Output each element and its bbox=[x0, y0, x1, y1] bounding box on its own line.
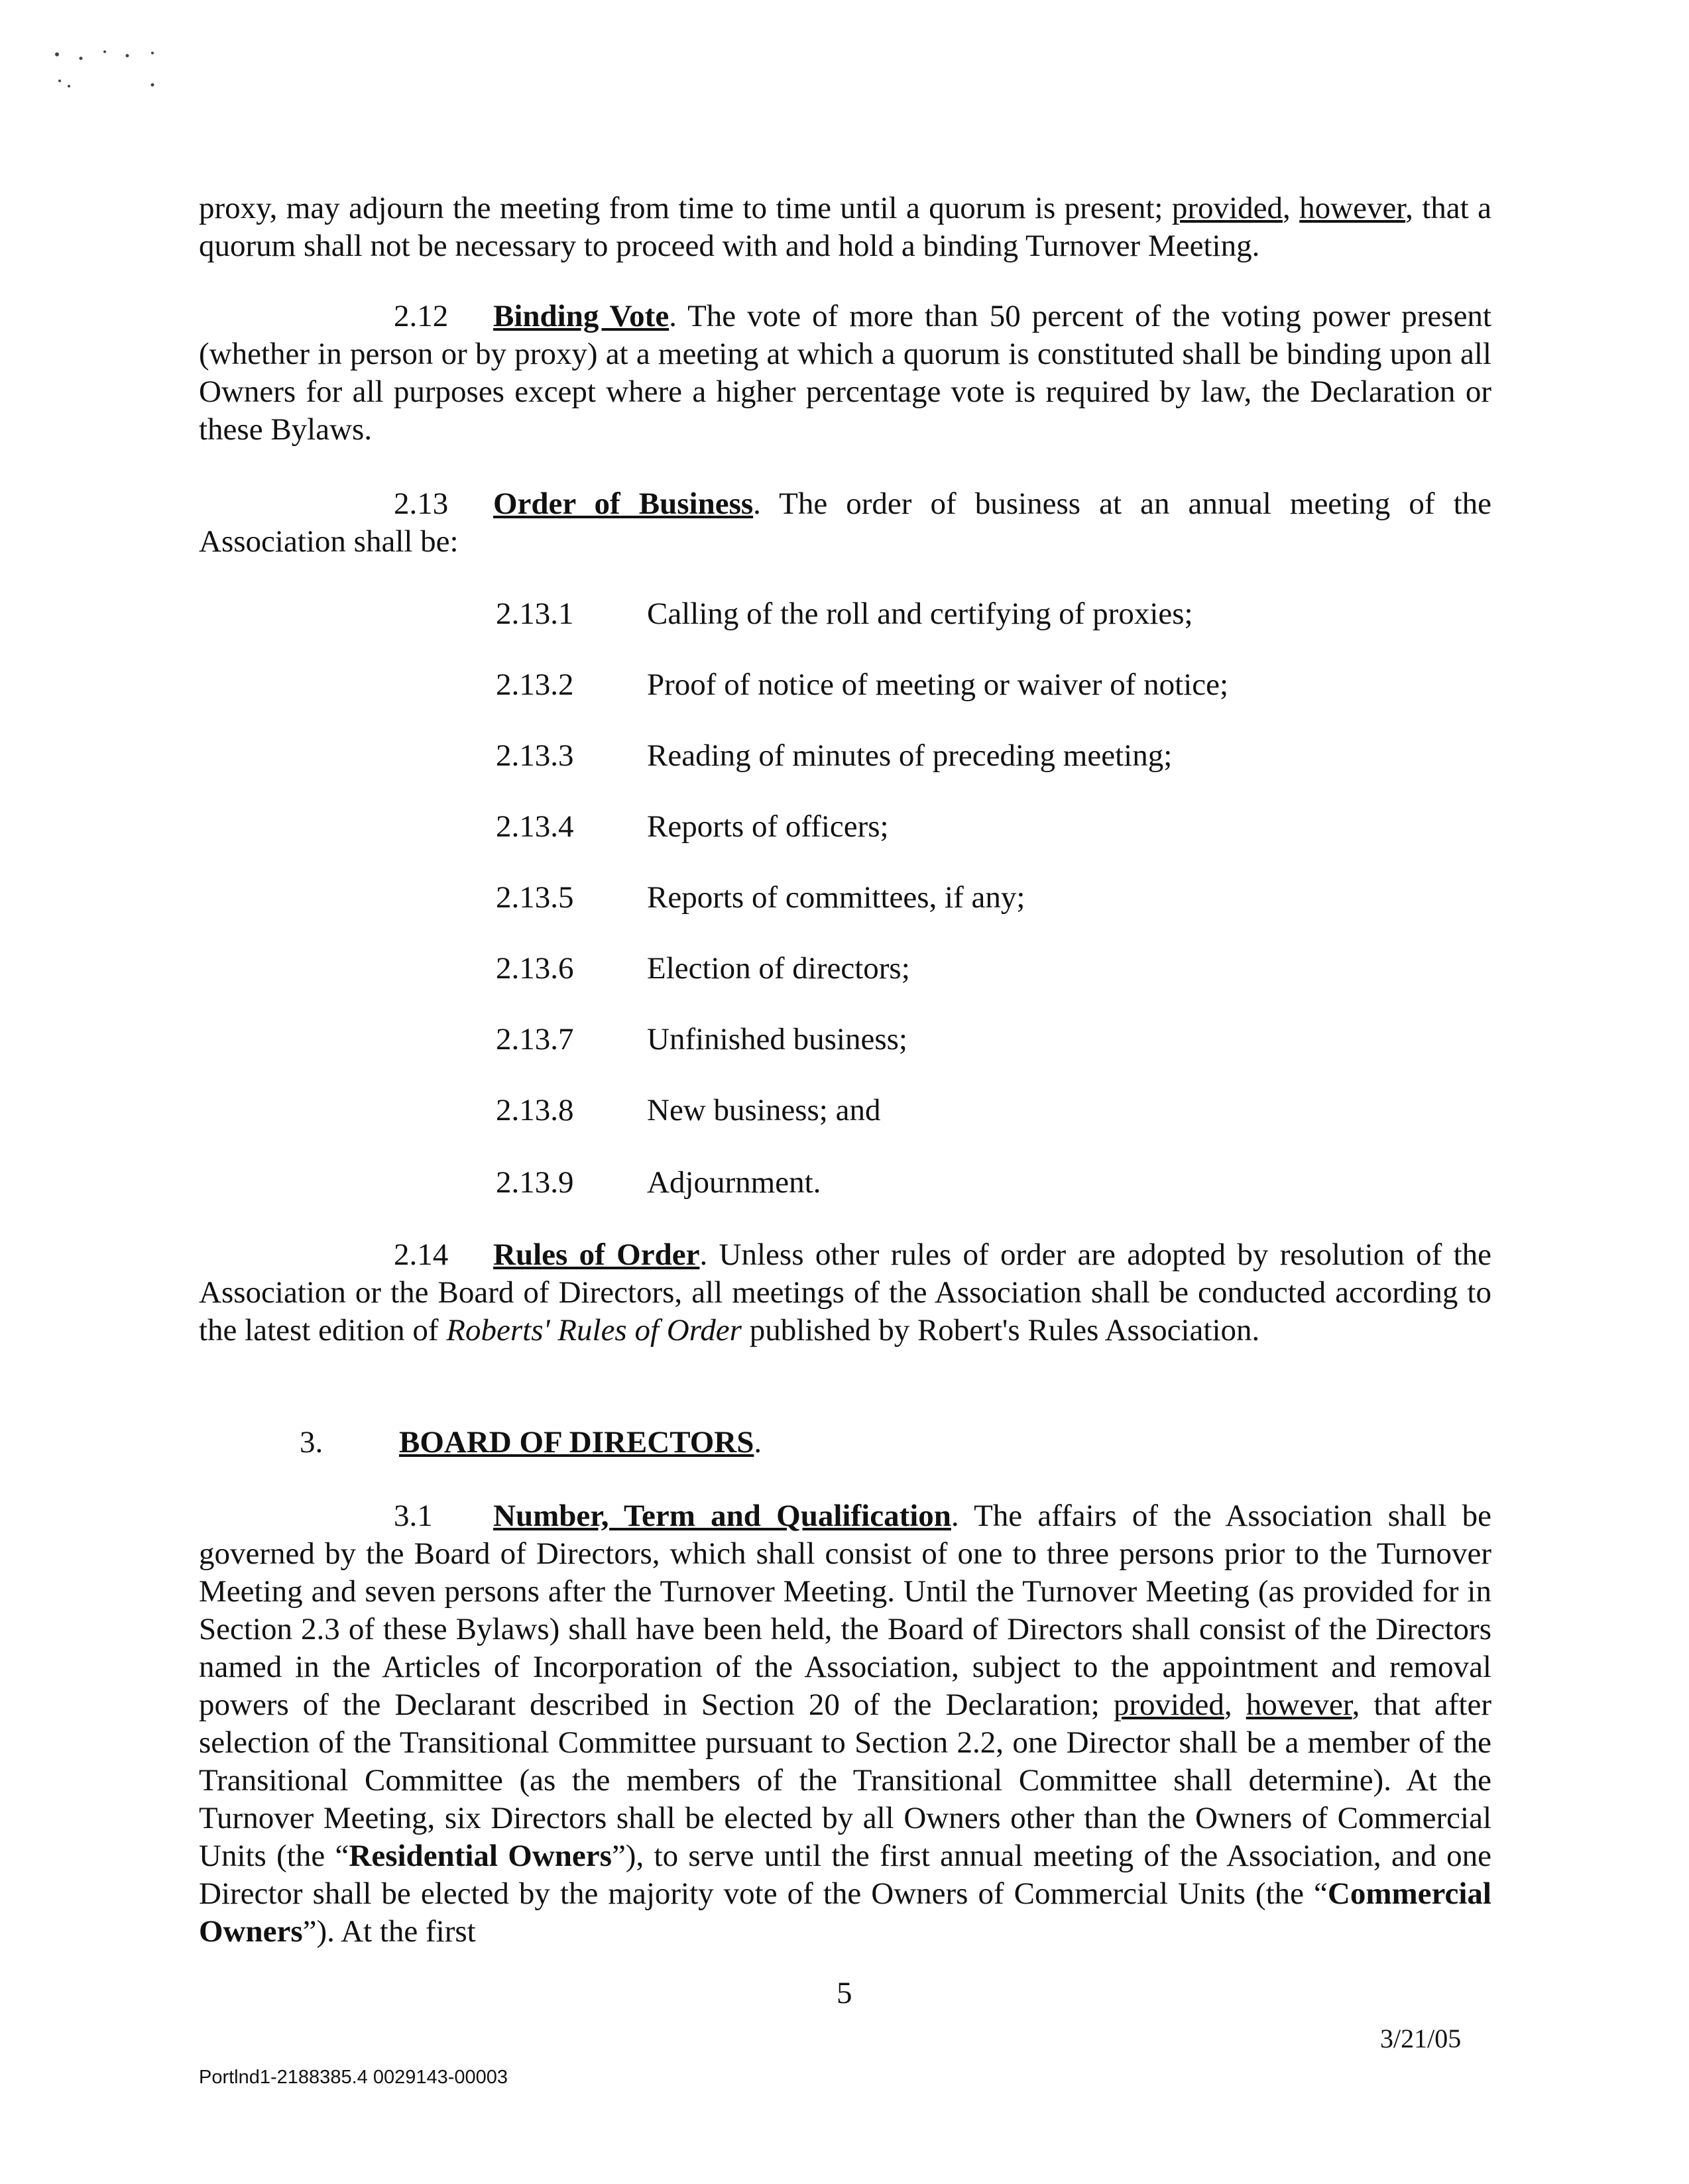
item-number: 2.13.4 bbox=[496, 809, 574, 844]
para-text: proxy, may adjourn the meeting from time to time until a quorum is present; bbox=[199, 191, 1172, 225]
provided-term: provided bbox=[1171, 191, 1283, 225]
defined-term: Residential Owners bbox=[349, 1839, 612, 1873]
item-text: Proof of notice of meeting or waiver of notice; bbox=[647, 667, 1229, 702]
section-2-14 bbox=[199, 1236, 1491, 1350]
item-number: 2.13.7 bbox=[496, 1022, 574, 1057]
section-number: 2.14 bbox=[394, 1237, 449, 1272]
section-body: . Unless other rules of order are adopted by resolution of the Association or the Board of Directors, all meetings of the Association shall be conducted according to the latest edition of bbox=[199, 1237, 1491, 1348]
para-text: , that a quorum shall not be necessary to proceed with and hold a binding Turnover Meeting. bbox=[199, 191, 1492, 263]
list-item bbox=[496, 737, 1172, 775]
item-number: 2.13.2 bbox=[496, 667, 574, 702]
list-item bbox=[496, 879, 1025, 917]
section-heading: Binding Vote bbox=[493, 299, 670, 333]
list-item bbox=[496, 595, 1193, 633]
item-number: 2.13.6 bbox=[496, 951, 574, 986]
list-item bbox=[496, 1021, 907, 1059]
item-text: Election of directors; bbox=[647, 951, 910, 986]
item-text: Reports of officers; bbox=[647, 809, 889, 844]
section-number: 2.12 bbox=[394, 299, 449, 333]
section-body: . The vote of more than 50 percent of the voting power present (whether in person or by proxy) at a meeting at which a quorum is constituted shall be binding upon all Owners for all purposes except where a higher percentage vote is required by law, the Declaration or these Bylaws. bbox=[199, 299, 1491, 447]
list-item bbox=[496, 950, 910, 988]
item-number: 2.13.5 bbox=[496, 880, 574, 915]
section-number: 3.1 bbox=[394, 1499, 433, 1533]
section-number: 2.13 bbox=[394, 487, 449, 521]
section-body: , bbox=[1224, 1688, 1246, 1722]
item-number: 2.13.9 bbox=[496, 1165, 574, 1200]
book-title: Roberts' Rules of Order bbox=[446, 1313, 742, 1348]
section-heading: Rules of Order bbox=[493, 1237, 700, 1272]
provided-term: provided bbox=[1113, 1688, 1224, 1722]
footer-date: 3/21/05 bbox=[1380, 2024, 1462, 2053]
section-3-heading bbox=[300, 1424, 762, 1462]
however-term: however bbox=[1246, 1688, 1352, 1722]
defined-term: Commercial Owners bbox=[199, 1876, 1491, 1949]
section-heading: Order of Business bbox=[493, 487, 754, 521]
list-item bbox=[496, 808, 889, 846]
section-2-12 bbox=[199, 298, 1491, 449]
section-3-1 bbox=[199, 1497, 1491, 1951]
item-text: Calling of the roll and certifying of proxies; bbox=[647, 597, 1193, 631]
item-number: 2.13.8 bbox=[496, 1093, 574, 1127]
item-text: Reports of committees, if any; bbox=[647, 880, 1025, 915]
item-text: Unfinished business; bbox=[647, 1022, 907, 1057]
document-id: Portlnd1-2188385.4 0029143-00003 bbox=[199, 2067, 508, 2088]
item-number: 2.13.1 bbox=[496, 597, 574, 631]
however-term: however bbox=[1299, 191, 1406, 225]
page-number: 5 bbox=[837, 1976, 852, 2010]
section-number: 3. bbox=[300, 1425, 323, 1460]
para-2-11-continuation bbox=[199, 190, 1491, 265]
list-item bbox=[496, 1164, 821, 1202]
section-heading: Number, Term and Qualification bbox=[493, 1499, 951, 1533]
scan-specks bbox=[53, 46, 199, 119]
section-body: , that after selection of the Transitional Committee pursuant to Section 2.2, one Director shall be a member of the Transitional Committee (as the members of the Transitional Committee shall determine). At the Turnover Meeting, six Directors shall be elected by all Owners other than the Owners of Commercial Units (the “ bbox=[199, 1688, 1492, 1873]
section-body: ”), to serve until the first annual meeting of the Association, and one Director shall be elected by the majority vote of the Owners of Commercial Units (the “ bbox=[199, 1839, 1491, 1911]
list-item bbox=[496, 1092, 880, 1129]
section-body: . The order of business at an annual meeting of the Association shall be: bbox=[199, 487, 1492, 559]
item-text: New business; and bbox=[647, 1093, 881, 1127]
item-text: Adjournment. bbox=[647, 1165, 821, 1200]
section-heading: BOARD OF DIRECTORS bbox=[399, 1425, 754, 1460]
section-body: ”). At the first bbox=[302, 1914, 476, 1949]
list-item bbox=[496, 666, 1228, 704]
item-text: Reading of minutes of preceding meeting; bbox=[647, 738, 1173, 773]
section-body: published by Robert's Rules Association. bbox=[741, 1313, 1260, 1348]
heading-period: . bbox=[754, 1425, 762, 1460]
para-text: , bbox=[1282, 191, 1300, 225]
item-number: 2.13.3 bbox=[496, 738, 574, 773]
section-body: . The affairs of the Association shall be governed by the Board of Directors, which shall consist of one to three persons prior to the Turnover Meeting and seven persons after the Turnover Meeting. Until the Turnover Meeting (as provided for in Section 2.3 of these Bylaws) shall have been held, the Board of Directors shall consist of the Directors named in the Articles of Incorporation of the Association, subject to the appointment and removal powers of the Declarant described in Section 20 of the Declaration; bbox=[199, 1499, 1491, 1722]
section-2-13 bbox=[199, 485, 1491, 561]
